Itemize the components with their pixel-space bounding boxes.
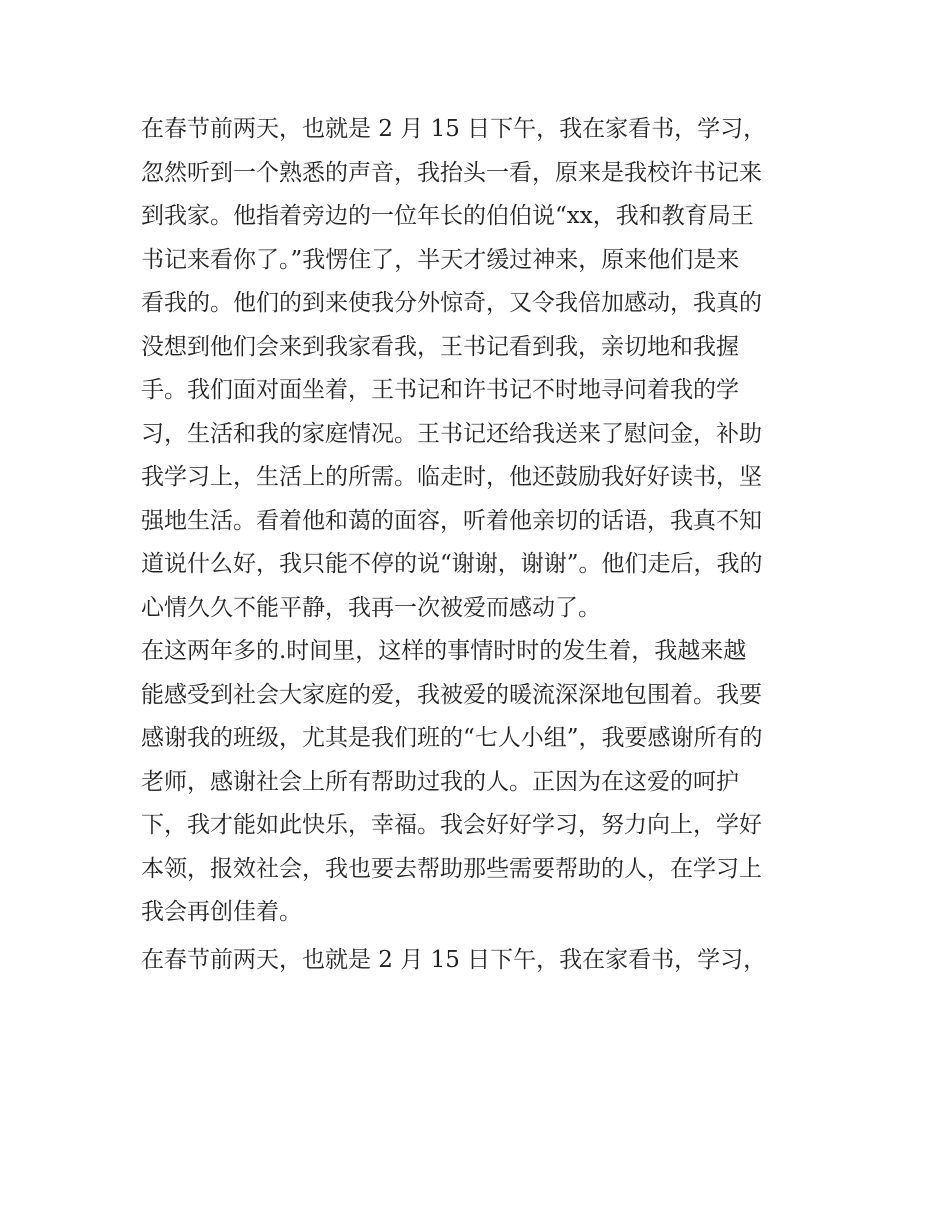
paragraph-3: [141, 939, 813, 983]
text-line: 感谢我的班级，尤其是我们班的“七人小组”，我要感谢所有的: [141, 725, 763, 751]
text-line: 手。我们面对面坐着，王书记和许书记不时地寻问着我的学: [141, 377, 739, 403]
document-body: [141, 108, 813, 982]
text-line: 能感受到社会大家庭的爱，我被爱的暖流深深地包围着。我要: [141, 681, 762, 708]
text-line: 书记来看你了。”我愣住了，半天才缓过神来，原来他们是来: [141, 246, 740, 273]
text-line: 本领，报效社会，我也要去帮助那些需要帮助的人，在学习上: [141, 855, 762, 882]
text-line: 习，生活和我的家庭情况。王书记还给我送来了慰问金，补助: [141, 420, 762, 447]
text-line: 在春节前两天，也就是 2 月 15 日下午，我在家看书，学习，: [141, 116, 767, 142]
text-line: 道说什么好，我只能不停的说“谢谢，谢谢”。他们走后，我的: [141, 551, 763, 577]
text-line: 心情久久不能平静，我再一次被爱而感动了。: [141, 594, 601, 621]
text-line: 我学习上，生活上的所需。临走时，他还鼓励我好好读书，坚: [141, 464, 762, 490]
text-line: 我会再创佳着。: [141, 899, 302, 925]
text-line: 没想到他们会来到我家看我，王书记看到我，亲切地和我握: [141, 333, 739, 360]
text-line: 到我家。他指着旁边的一位年长的伯伯说“xx，我和教育局王: [141, 203, 754, 229]
text-line: 在春节前两天，也就是 2 月 15 日下午，我在家看书，学习，: [141, 946, 767, 973]
text-line: 下，我才能如此快乐，幸福。我会好好学习，努力向上，学好: [141, 812, 762, 838]
text-line: 忽然听到一个熟悉的声音，我抬头一看，原来是我校许书记来: [141, 159, 762, 186]
paragraph-2: [141, 630, 813, 935]
paragraph-1: [141, 108, 813, 630]
text-line: 在这两年多的.时间里，这样的事情时时的发生着，我越来越: [141, 638, 747, 664]
text-line: 老师，感谢社会上所有帮助过我的人。正因为在这爱的呵护: [141, 768, 739, 795]
text-line: 强地生活。看着他和蔼的面容，听着他亲切的话语，我真不知: [141, 507, 762, 534]
text-line: 看我的。他们的到来使我分外惊奇，又令我倍加感动，我真的: [141, 290, 762, 316]
